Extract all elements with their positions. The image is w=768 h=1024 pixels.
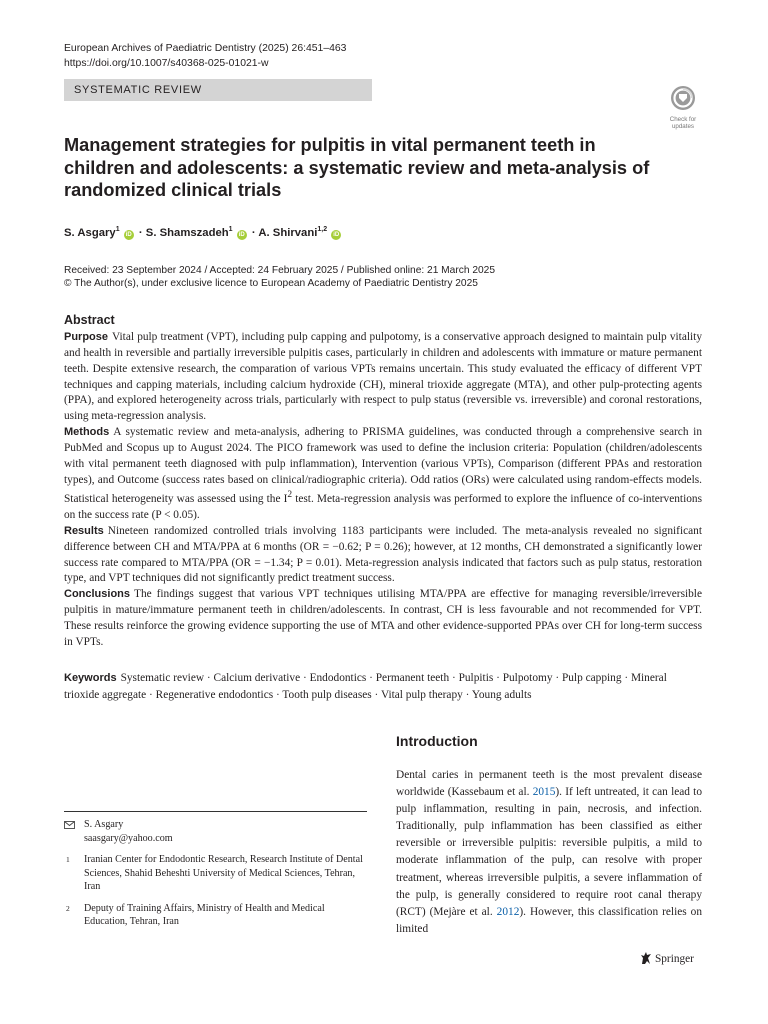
check-for-updates-icon [670, 85, 696, 111]
citation-link[interactable]: 2012 [496, 905, 520, 918]
affiliation-2 [64, 902, 367, 929]
orcid-icon[interactable]: iD [238, 231, 245, 238]
history-dates: Received: 23 September 2024 / Accepted: 24 February 2025 / Published online: 21 March 2025 [64, 265, 495, 276]
results-label: Results [64, 524, 104, 537]
publisher-logo [640, 951, 694, 965]
article-title: Management strategies for pulpitis in vital permanent teeth in children and adolescents: a systematic review and meta-analysis of randomized clinical trials [64, 135, 650, 200]
author-name[interactable]: S. Shamszadeh [145, 226, 229, 239]
results-text: Nineteen randomized controlled trials involving 1183 participants were included. The meta-analysis revealed no significant difference between CH and MTA/PPA at 6 months (OR = −0.62; P = 0.26); however, at 12 months, CH demonstrated a significantly lower success rate compared to MTA/PPA (OR = −1.34; P = 0.01). Meta-regression analysis indicated that factors such as pulp status, restoration type, and VPT techniques did not significantly predict treatment success. [64, 524, 702, 585]
affiliation-text: Iranian Center for Endodontic Research, Research Institute of Dental Sciences, Shahid Beheshti University of Medical Sciences, Tehran, Iran [84, 854, 363, 892]
article-type-label: SYSTEMATIC REVIEW [64, 79, 372, 101]
methods-label: Methods [64, 426, 110, 439]
affiliation-mark: 2 [66, 903, 70, 913]
copyright-line: © The Author(s), under exclusive licence to European Academy of Paediatric Dentistry 2025 [64, 277, 478, 289]
intro-text: ). However, this classification relies on limited [396, 905, 702, 935]
keywords-label: Keywords [64, 672, 117, 684]
purpose-label: Purpose [64, 331, 109, 343]
affiliation-text: Deputy of Training Affairs, Ministry of Health and Medical Education, Tehran, Iran [84, 902, 325, 927]
conclusions-text: The findings suggest that various VPT techniques utilising MTA/PPA are effective for managing reversible/irreversible pulpitis in mature/immature permanent teeth in children/adolescents. In contrast, CH is less favourable and not recommended for VPT. These results reinforce the growing evidence supporting the use of MTA and other evidence-supported PPAs over CH for long-term success in VPTs. [64, 588, 702, 648]
envelope-icon [64, 821, 75, 829]
abstract-body [64, 330, 702, 651]
abstract-results [64, 524, 702, 587]
journal-citation: European Archives of Paediatric Dentistry (2025) 26:451–463 [64, 43, 347, 54]
correspondence-email[interactable]: saasgary@yahoo.com [84, 832, 173, 844]
keywords [64, 670, 702, 704]
abstract-heading: Abstract [64, 313, 115, 327]
affiliation-mark: 1 [66, 855, 70, 864]
publisher-name: Springer [655, 953, 694, 965]
conclusions-label: Conclusions [64, 588, 131, 601]
footnotes [64, 818, 367, 937]
check-for-updates-label: Check for updates [669, 116, 697, 130]
springer-horse-icon [640, 951, 652, 965]
author-separator: · [138, 226, 143, 239]
introduction-paragraph [396, 767, 702, 938]
check-for-updates-badge[interactable] [662, 85, 704, 130]
doi-link[interactable]: https://doi.org/10.1007/s40368-025-01021-w [64, 57, 269, 69]
author-affiliation-mark: 1 [115, 226, 120, 233]
publication-dates [64, 265, 495, 290]
affiliation-1 [64, 853, 367, 894]
footnote-divider [64, 811, 367, 812]
orcid-icon[interactable]: iD [333, 231, 340, 238]
orcid-icon[interactable]: iD [125, 231, 132, 238]
methods-text-end: test. Meta-regression analysis was performed to explore the influence of co-interventions on the success rate (P < 0.05). [64, 493, 702, 522]
author-affiliation-mark: 1,2 [317, 226, 328, 233]
intro-text: ). If left untreated, it can lead to pulp inflammation, resulting in pain, necrosis, and infection. Traditionally, pulp inflammation has been classified as either reversible or irreversible pulpitis: reversible pulpitis, a mild to moderate inflammation of the pulp, can resolve with proper treatment, whereas irreversible pulpitis, a severe inflammation of the pulp, is generally considered to require root canal therapy (RCT) (Mejàre et al. [396, 786, 703, 918]
author-name[interactable]: S. Asgary [64, 226, 116, 239]
author-affiliation-mark: 1 [228, 226, 233, 233]
journal-header [64, 42, 346, 71]
methods-superscript: 2 [287, 490, 293, 501]
methods-text: A systematic review and meta-analysis, adhering to PRISMA guidelines, was conducted through a comprehensive search in PubMed and Scopus up to August 2024. The PICO framework was used to define the inclusion criteria: Population (children/adolescents with vital permanent teeth diagnosed with pulp inflammation), Intervention (various VPTs), Comparison (different PPAs and restoration types), and Outcome (success rates based on clinical/radiographic criteria). Odd ratios (ORs) were calculated using random-effects models. Statistical heterogeneity was assessed using the I [64, 426, 702, 506]
author-name[interactable]: A. Shirvani [258, 226, 318, 239]
author-separator: · [251, 226, 256, 239]
purpose-text: Vital pulp treatment (VPT), including pulp capping and pulpotomy, is a conservative approach designed to maintain pulp vitality and health in reversible and partially irreversible pulpitis cases, particularly in children and adolescents with immature or mature permanent teeth. Despite extensive research, the comparation of various VPTs remains uncertain. This study evaluated the efficacy of different VPT techniques and capping materials, including calcium hydroxide (CH), mineral trioxide aggregate (MTA), and other pulp-protecting agents (PPA), and explored heterogeneity across trials, particularly with respect to pulp status (reversible vs. irreversible) and coronal restorations, using meta-regression analysis. [64, 331, 702, 423]
introduction-body [396, 767, 702, 938]
correspondence-name: S. Asgary [84, 819, 124, 830]
introduction-heading: Introduction [396, 733, 478, 749]
correspondence-note [64, 818, 367, 845]
author-list [64, 226, 343, 240]
abstract-conclusions [64, 587, 702, 650]
citation-link[interactable]: 2015 [532, 786, 556, 799]
abstract-methods [64, 425, 702, 524]
keywords-text: Systematic review · Calcium derivative · Endodontics · Permanent teeth · Pulpitis · Pulpotomy · Pulp capping · Mineral trioxide aggregate · Regenerative endodontics · Tooth pulp diseases · Vital pulp therapy · Young adults [64, 672, 667, 701]
intro-text: Dental caries in permanent teeth is the most prevalent disease worldwide (Kassebaum et al. [396, 769, 702, 799]
abstract-purpose [64, 330, 702, 425]
